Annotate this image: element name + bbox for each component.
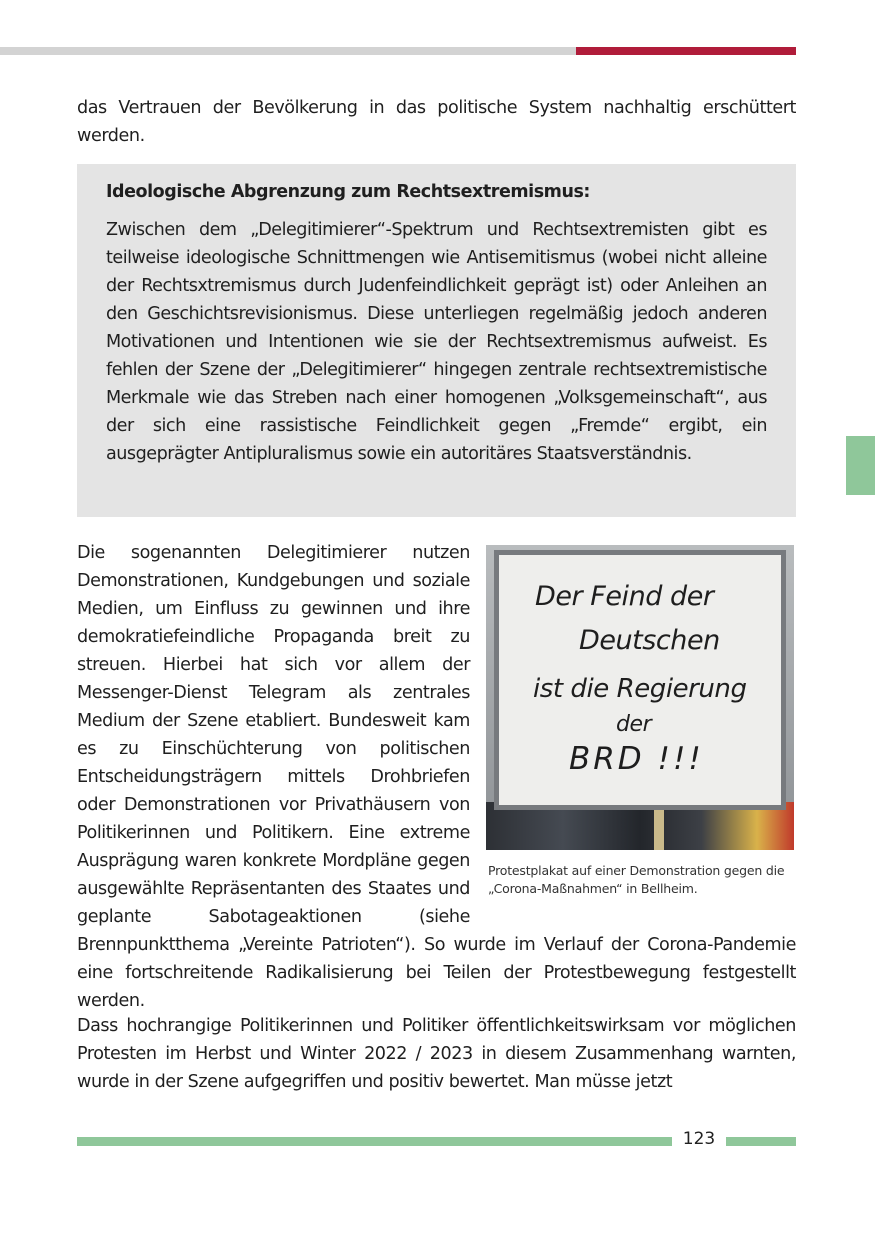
main-text-block	[77, 539, 796, 1015]
sign-line-3: ist die Regierung	[533, 674, 747, 704]
protest-sign	[494, 550, 786, 810]
header-rule-grey	[0, 47, 576, 55]
final-paragraph: Dass hochrangige Politikerinnen und Politiker öffentlichkeitswirksam vor möglichen Protesten im Herbst und Winter 2022 / 2023 in diesem Zusammenhang warnten, wurde in der Szene aufgegriffen und positiv bewertet. Man müsse jetzt	[77, 1016, 796, 1092]
main-paragraph: Die sogenannten Delegitimierer nutzen Demonstrationen, Kundgebungen und soziale Medien, um Einfluss zu gewinnen und ihre demokratiefeindliche Propaganda breit zu streuen. Hierbei hat sich vor allem der Messenger-Dienst Telegram als zentrales Medium der Szene etabliert. Bundesweit kam es zu Einschüchterung von politischen Entscheidungsträgern mittels Drohbriefen oder Demonstrationen vor Privathäusern von Politikerinnen und Politikern. Eine extreme Ausprägung waren konkrete Mordpläne gegen ausgewählte Repräsentanten des Staates und geplante Sabotageaktionen (siehe Brennpunktthema „Vereinte Patrioten“). So wurde im Verlauf der Corona-Pandemie eine fortschreitende Radikalisierung bei Teilen der Protestbewegung festgestellt werden.	[77, 543, 796, 1011]
page-number: 123	[682, 1129, 716, 1149]
chapter-side-tab	[846, 436, 875, 495]
info-box-heading: Ideologische Abgrenzung zum Rechtsextremismus:	[106, 182, 590, 202]
figure-caption: Protestplakat auf einer Demonstration gegen die „Corona-Maßnahmen“ in Bellheim.	[488, 863, 785, 896]
protest-figure	[486, 539, 796, 904]
sign-line-4: der	[616, 712, 652, 737]
sign-line-5: BRD !!!	[569, 741, 704, 777]
sign-line-2: Deutschen	[579, 625, 720, 656]
info-box-text: Zwischen dem „Delegitimierer“-Spektrum und Rechtsextremisten gibt es teilweise ideologische Schnittmengen wie Antisemitismus (wobei nicht alleine der Rechtsxtremismus durch Judenfeindlichkeit geprägt ist) oder Anleihen an den Geschichtsrevisionismus. Diese unterliegen regelmäßig jedoch anderen Motivationen und Intentionen wie sie der Rechtsextremismus aufweist. Es fehlen der Szene der „Delegitimierer“ hingegen zentrale rechtsextremistische Merkmale wie das Streben nach einer homogenen „Volksgemeinschaft“, aus der sich eine rassistische Feindlichkeit gegen „Fremde“ ergibt, ein ausgeprägter Antipluralismus sowie ein autoritäres Staatsverständnis.	[106, 220, 767, 464]
intro-paragraph: das Vertrauen der Bevölkerung in das politische System nachhaltig erschüttert werden.	[77, 98, 796, 146]
protest-photo	[486, 545, 794, 850]
footer-rule-left	[77, 1137, 672, 1146]
footer-rule-right	[726, 1137, 796, 1146]
info-box	[77, 164, 796, 517]
header-rule-red	[576, 47, 796, 55]
sign-line-1: Der Feind der	[535, 581, 714, 612]
